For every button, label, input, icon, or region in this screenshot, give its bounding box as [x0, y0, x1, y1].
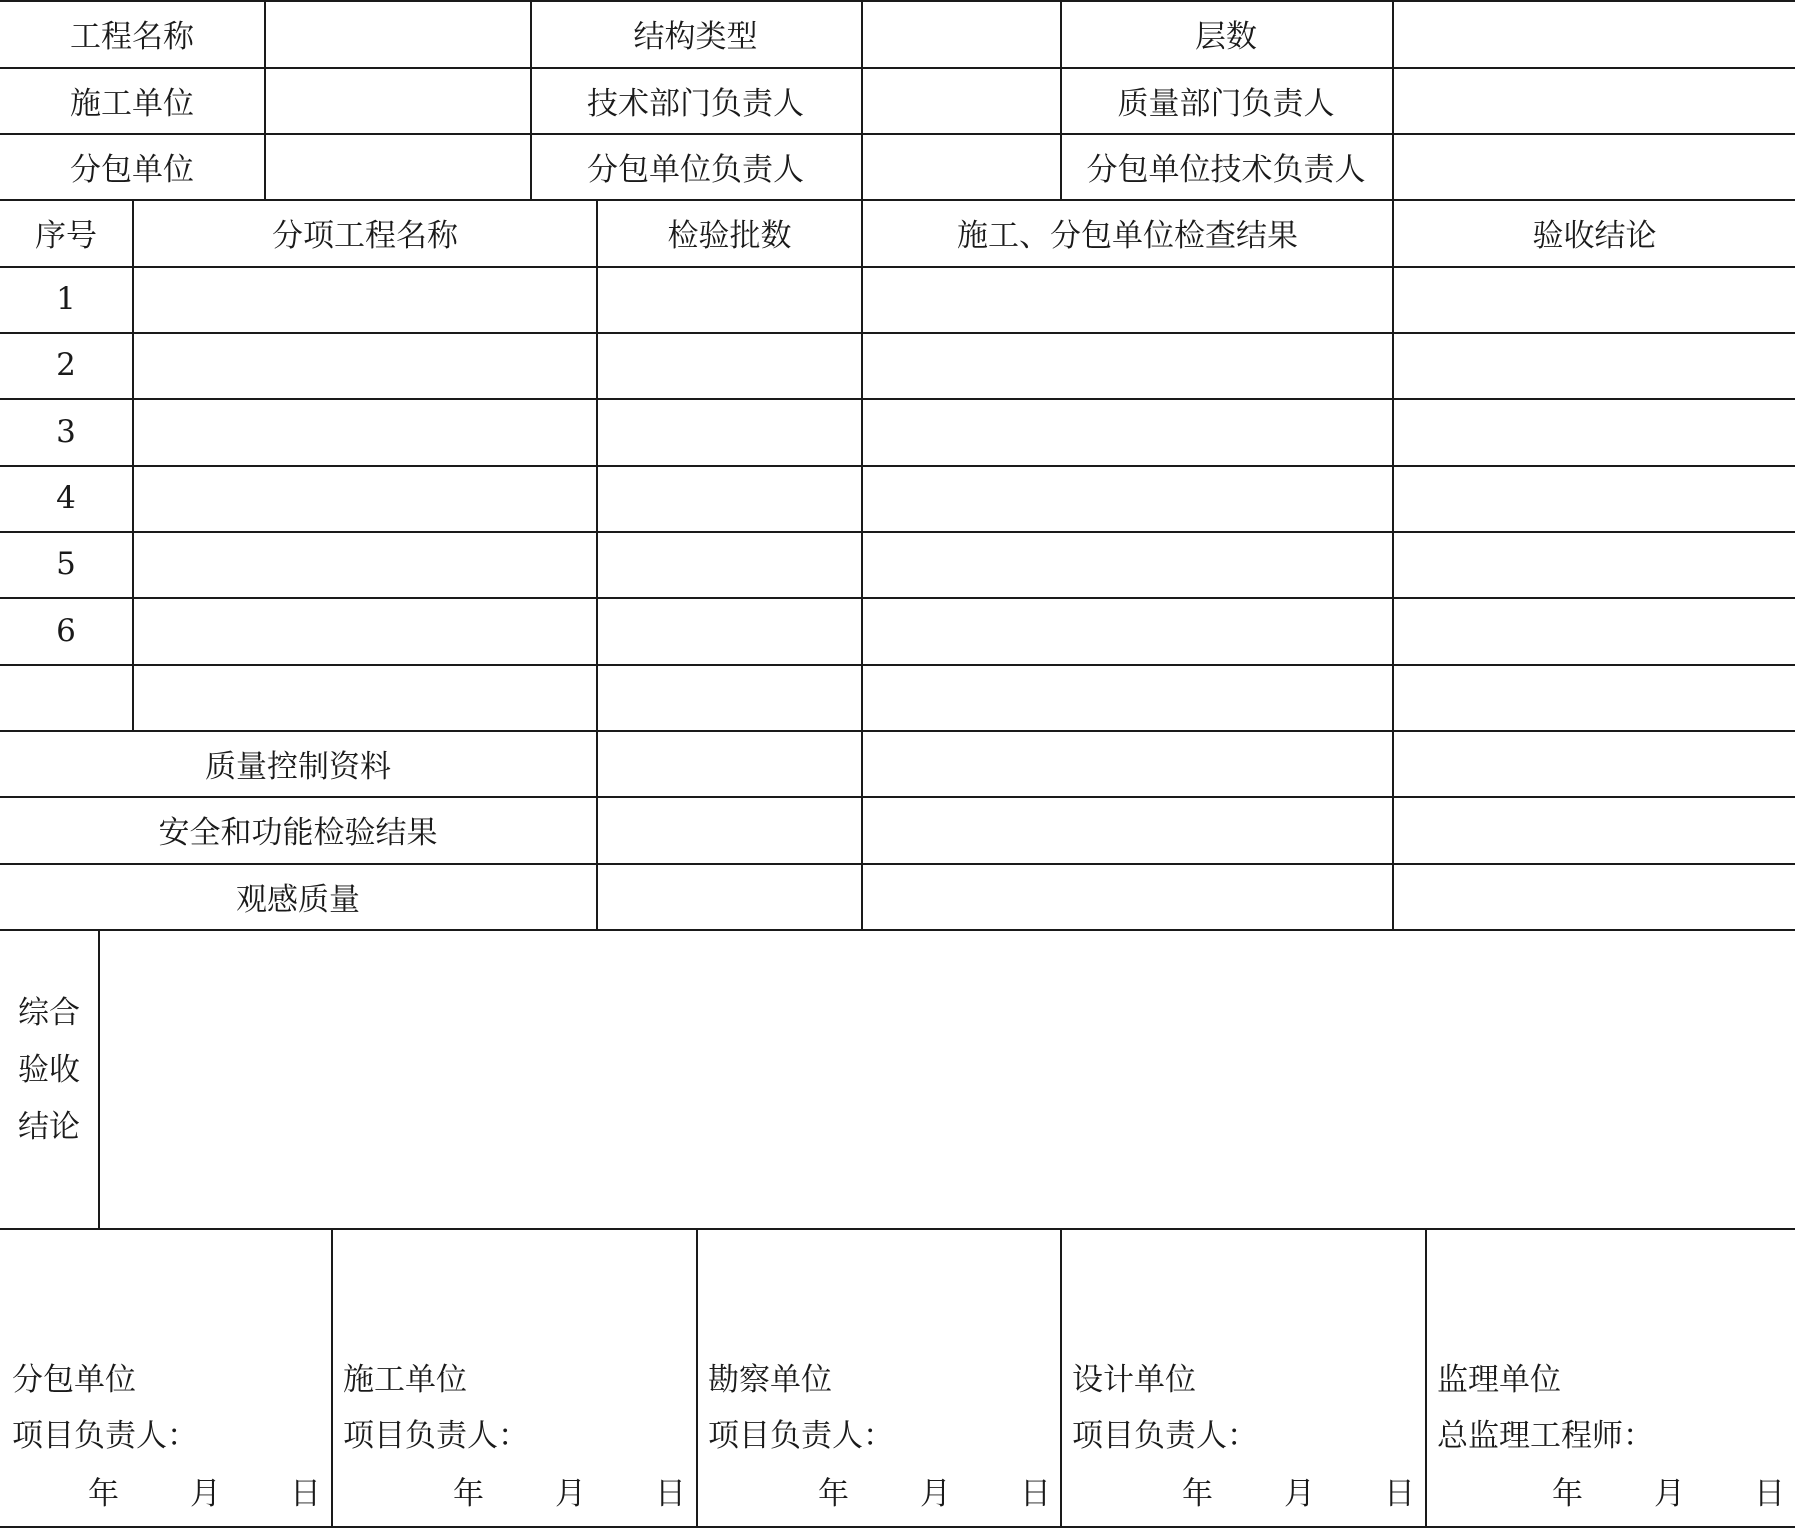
rule — [0, 664, 1795, 666]
date-year: 年 — [88, 1475, 119, 1512]
date-day: 日 — [1384, 1475, 1415, 1512]
column-header-batch-count: 检验批数 — [667, 218, 792, 254]
overall-label-line: 综合 — [18, 995, 80, 1031]
signature-role: 项目负责人： — [12, 1418, 198, 1454]
date-month: 月 — [555, 1475, 586, 1512]
date-year: 年 — [818, 1475, 849, 1512]
rule — [0, 531, 1795, 533]
rule — [0, 1228, 1795, 1230]
row-label-quality-control-docs: 质量控制资料 — [205, 748, 391, 785]
label-project-name: 工程名称 — [70, 19, 194, 55]
overall-conclusion-field[interactable] — [100, 931, 1795, 1228]
signature-unit: 设计单位 — [1072, 1362, 1196, 1398]
signature-block-construction — [343, 1352, 529, 1464]
rule — [1425, 1228, 1427, 1528]
label-subcontractor: 分包单位 — [70, 151, 194, 188]
row-number: 2 — [56, 347, 76, 383]
date-year: 年 — [1552, 1475, 1583, 1512]
value-project-name[interactable] — [266, 0, 530, 67]
column-header-check-result: 施工、分包单位检查结果 — [957, 218, 1298, 254]
rule — [0, 398, 1795, 400]
date-month: 月 — [920, 1475, 951, 1512]
date-month: 月 — [1284, 1475, 1315, 1512]
date-year: 年 — [1182, 1475, 1213, 1512]
overall-conclusion-label — [0, 985, 98, 1156]
row-number: 1 — [56, 281, 76, 317]
signature-block-survey — [708, 1352, 894, 1464]
column-header-sub-item-name: 分项工程名称 — [272, 218, 458, 254]
overall-label-line: 结论 — [18, 1109, 80, 1145]
rule — [1060, 1228, 1062, 1528]
rule — [132, 199, 134, 731]
rule — [0, 465, 1795, 467]
date-day: 日 — [1020, 1475, 1051, 1512]
signature-role: 项目负责人： — [1072, 1418, 1258, 1454]
signature-unit: 勘察单位 — [708, 1362, 832, 1398]
signature-block-supervision — [1437, 1352, 1654, 1464]
row-number: 5 — [56, 546, 76, 582]
value-structure-type[interactable] — [863, 0, 1060, 67]
signature-unit: 分包单位 — [12, 1362, 136, 1398]
value-subcontractor-head[interactable] — [863, 133, 1060, 199]
date-month: 月 — [1654, 1475, 1685, 1512]
rule — [596, 199, 598, 930]
rule — [0, 266, 1795, 268]
label-structure-type: 结构类型 — [633, 19, 758, 55]
rule — [0, 332, 1795, 334]
date-day: 日 — [290, 1475, 321, 1512]
column-header-seq: 序号 — [35, 218, 97, 254]
value-construction-unit[interactable] — [266, 67, 530, 133]
signature-role: 总监理工程师： — [1437, 1418, 1654, 1454]
label-quality-dept-head: 质量部门负责人 — [1117, 85, 1335, 122]
signature-unit: 监理单位 — [1437, 1362, 1561, 1398]
signature-block-design — [1072, 1352, 1258, 1464]
signature-role: 项目负责人： — [708, 1418, 894, 1454]
rule — [331, 1228, 333, 1528]
rule — [861, 199, 863, 930]
row-label-appearance-quality: 观感质量 — [236, 881, 360, 918]
date-day: 日 — [1754, 1475, 1785, 1512]
row-label-safety-function-results: 安全和功能检验结果 — [158, 815, 438, 851]
overall-label-line: 验收 — [18, 1052, 80, 1088]
row-number — [0, 664, 132, 730]
row-number: 4 — [56, 480, 76, 516]
value-tech-dept-head[interactable] — [863, 67, 1060, 133]
value-subcontractor[interactable] — [266, 133, 530, 199]
rule — [1392, 199, 1394, 930]
signature-role: 项目负责人： — [343, 1418, 529, 1454]
rule — [0, 597, 1795, 599]
label-subcontractor-tech-head: 分包单位技术负责人 — [1086, 151, 1366, 188]
label-subcontractor-head: 分包单位负责人 — [587, 151, 804, 188]
label-floors: 层数 — [1195, 19, 1257, 55]
row-number: 3 — [56, 413, 76, 450]
label-tech-dept-head: 技术部门负责人 — [587, 85, 804, 122]
column-header-conclusion: 验收结论 — [1532, 218, 1657, 254]
label-construction-unit: 施工单位 — [70, 85, 194, 122]
date-month: 月 — [190, 1475, 221, 1512]
rule — [696, 1228, 698, 1528]
value-quality-dept-head[interactable] — [1394, 67, 1795, 133]
row-number: 6 — [56, 612, 76, 649]
signature-block-subcontractor — [12, 1352, 198, 1464]
value-subcontractor-tech-head[interactable] — [1394, 133, 1795, 199]
value-floors[interactable] — [1394, 0, 1795, 67]
date-year: 年 — [453, 1475, 484, 1512]
signature-unit: 施工单位 — [343, 1362, 467, 1398]
date-day: 日 — [655, 1475, 686, 1512]
